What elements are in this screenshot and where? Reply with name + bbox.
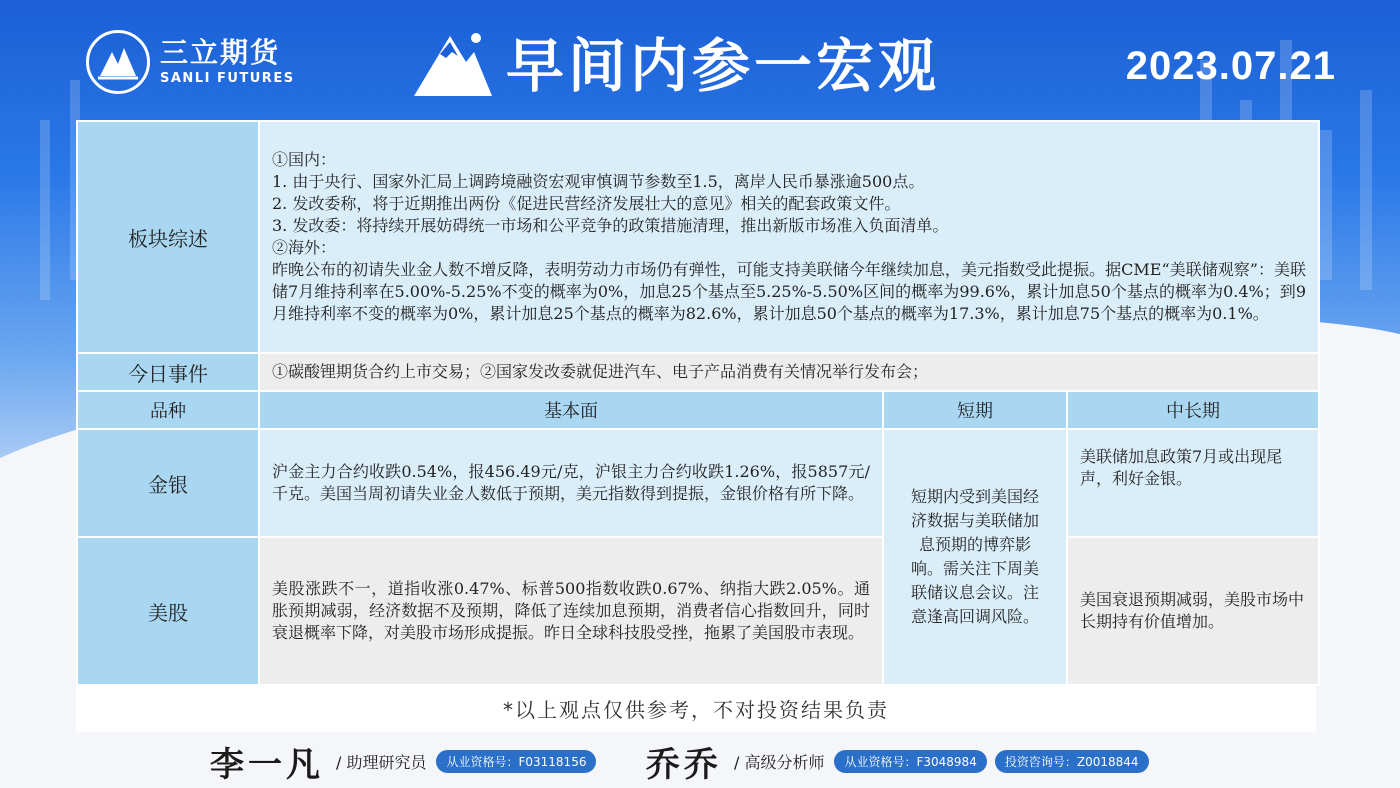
column-header-variety: 品种 [78,392,258,428]
report-table [76,120,1320,686]
mountain-logo-icon [86,30,150,94]
variety-name: 金银 [78,430,258,536]
brand-logo [86,30,295,94]
summary-line: ②海外： [272,238,337,257]
events-content: ①碳酸锂期货合约上市交易；②国家发改委就促进汽车、电子产品消费有关情况举行发布会； [260,354,1318,390]
summary-label: 板块综述 [78,122,258,352]
mountain-icon [410,28,496,104]
column-header-short-term: 短期 [884,392,1066,428]
author-role: / 助理研究员 [336,752,427,772]
summary-line: 昨晚公布的初请失业金人数不增反降，表明劳动力市场仍有弹性，可能支持美联储今年继续加息，美元指数受此提振。据CME“美联储观察”：美联储7月维持利率在5.00%-5.25%不变的概率为0%，加息25个基点至5.25%-5.50%区间的概率为99.6%，累计加息50个基点的概率为0.4%；到9月维持利率不变的概率为0%，累计加息25个基点的概率为82.6%，累计加息50个基点的概率为17.3%，累计加息75个基点的概率为0.1%。 [272,260,1307,323]
report-date: 2023.07.21 [1125,44,1336,88]
author-name: 李一凡 [210,744,324,785]
events-label: 今日事件 [78,354,258,390]
long-term-text: 美国衰退预期减弱，美股市场中长期持有价值增加。 [1068,538,1318,684]
page-title: 早间内参一宏观 [506,32,941,100]
table-row [78,538,1318,684]
summary-line: ①国内： [272,150,337,169]
variety-name: 美股 [78,538,258,684]
summary-line: 3. 发改委：将持续开展妨碍统一市场和公平竞争的政策措施清理，推出新版市场准入负面清单。 [272,216,949,235]
brand-name-en: SANLI FUTURES [160,71,295,86]
column-header-fundamental: 基本面 [260,392,882,428]
author-2 [646,738,1157,784]
summary-line: 1. 由于央行、国家外汇局上调跨境融资宏观审慎调节参数至1.5，离岸人民币暴涨逾500点。 [272,172,925,191]
title-group [410,28,940,104]
disclaimer: *以上观点仅供参考，不对投资结果负责 [503,698,889,722]
author-name: 乔乔 [646,744,722,785]
header [0,0,1400,118]
report-panel [76,120,1316,732]
table-row [78,430,1318,536]
license-badge: 从业资格号：F3048984 [834,750,986,773]
author-footer [0,738,1400,788]
long-term-text: 美联储加息政策7月或出现尾声，利好金银。 [1068,430,1318,536]
license-badge: 从业资格号：F03118156 [436,750,596,773]
author-1 [210,738,604,784]
brand-name-cn: 三立期货 [160,36,281,69]
short-term-text: 短期内受到美国经济数据与美联储加息预期的博弈影响。需关注下周美联储议息会议。注意逢高回调风险。 [884,430,1066,684]
summary-line: 2. 发改委称，将于近期推出两份《促进民营经济发展壮大的意见》相关的配套政策文件。 [272,194,901,213]
fundamental-text: 沪金主力合约收跌0.54%，报456.49元/克，沪银主力合约收跌1.26%，报5857元/千克。美国当周初请失业金人数低于预期，美元指数得到提振，金银价格有所下降。 [260,430,882,536]
consulting-badge: 投资咨询号：Z0018844 [995,750,1149,773]
summary-content [260,122,1318,352]
column-header-long-term: 中长期 [1068,392,1318,428]
fundamental-text: 美股涨跌不一，道指收涨0.47%、标普500指数收跌0.67%、纳指大跌2.05%。通胀预期减弱，经济数据不及预期，降低了连续加息预期，消费者信心指数回升，同时衰退概率下降，对美股市场形成提振。昨日全球科技股受挫，拖累了美国股市表现。 [260,538,882,684]
author-role: / 高级分析师 [734,752,825,772]
